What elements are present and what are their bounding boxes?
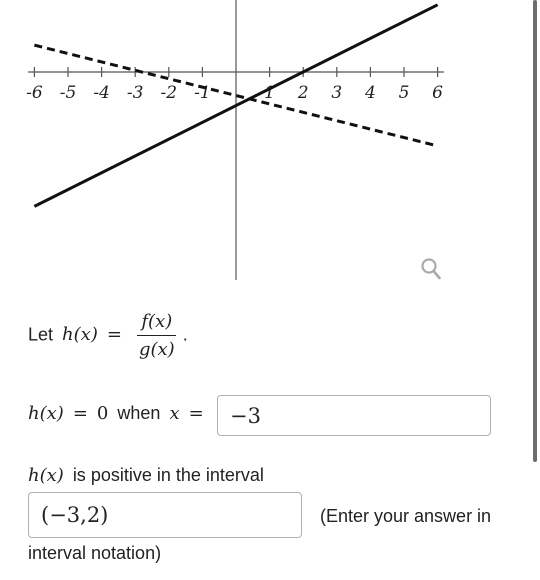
fraction-numerator: f(x)	[137, 311, 176, 336]
x-tick-label: 5	[398, 83, 410, 103]
zero-value: 0	[96, 403, 109, 424]
h-of-x: h(x)	[28, 403, 64, 424]
interval-hint-line2: interval notation)	[28, 543, 162, 563]
h-of-x: h(x)	[62, 324, 98, 346]
x-tick-label: 1	[264, 83, 276, 103]
x-tick-label: 6	[432, 83, 444, 103]
axes	[28, 0, 444, 280]
x-tick-label: -6	[26, 83, 43, 103]
equals-sign: =	[106, 324, 122, 346]
x-tick-label: 3	[331, 83, 343, 103]
x-tick-label: -4	[93, 83, 110, 103]
x-tick-label: 2	[297, 83, 309, 103]
interval-answer-input[interactable]: (−3,2)	[28, 492, 302, 538]
magnifier-icon[interactable]	[420, 256, 444, 287]
positive-question	[28, 465, 264, 486]
x-tick-label: -5	[59, 83, 77, 103]
fraction-denominator: g(x)	[138, 339, 175, 360]
scrollbar[interactable]	[533, 0, 537, 462]
x-tick-label: -1	[194, 83, 211, 103]
zero-answer-input[interactable]: −3	[217, 395, 491, 436]
let-word: Let	[28, 324, 54, 345]
x-tick-label: 4	[364, 83, 376, 103]
positive-interval-label: is positive in the interval	[72, 465, 264, 485]
equals-sign: =	[72, 403, 88, 424]
x-tick-label: -2	[160, 83, 178, 103]
x-variable: x	[169, 403, 180, 424]
h-definition	[28, 311, 188, 360]
h-of-x: h(x)	[28, 465, 64, 486]
x-tick-label: -3	[126, 83, 144, 103]
period: .	[182, 324, 188, 345]
fraction	[135, 311, 179, 360]
equals-sign-2: =	[188, 403, 204, 424]
function-graph	[0, 0, 540, 285]
interval-hint-line1: (Enter your answer in	[320, 506, 492, 526]
zero-question	[28, 403, 204, 424]
when-word: when	[117, 403, 161, 423]
